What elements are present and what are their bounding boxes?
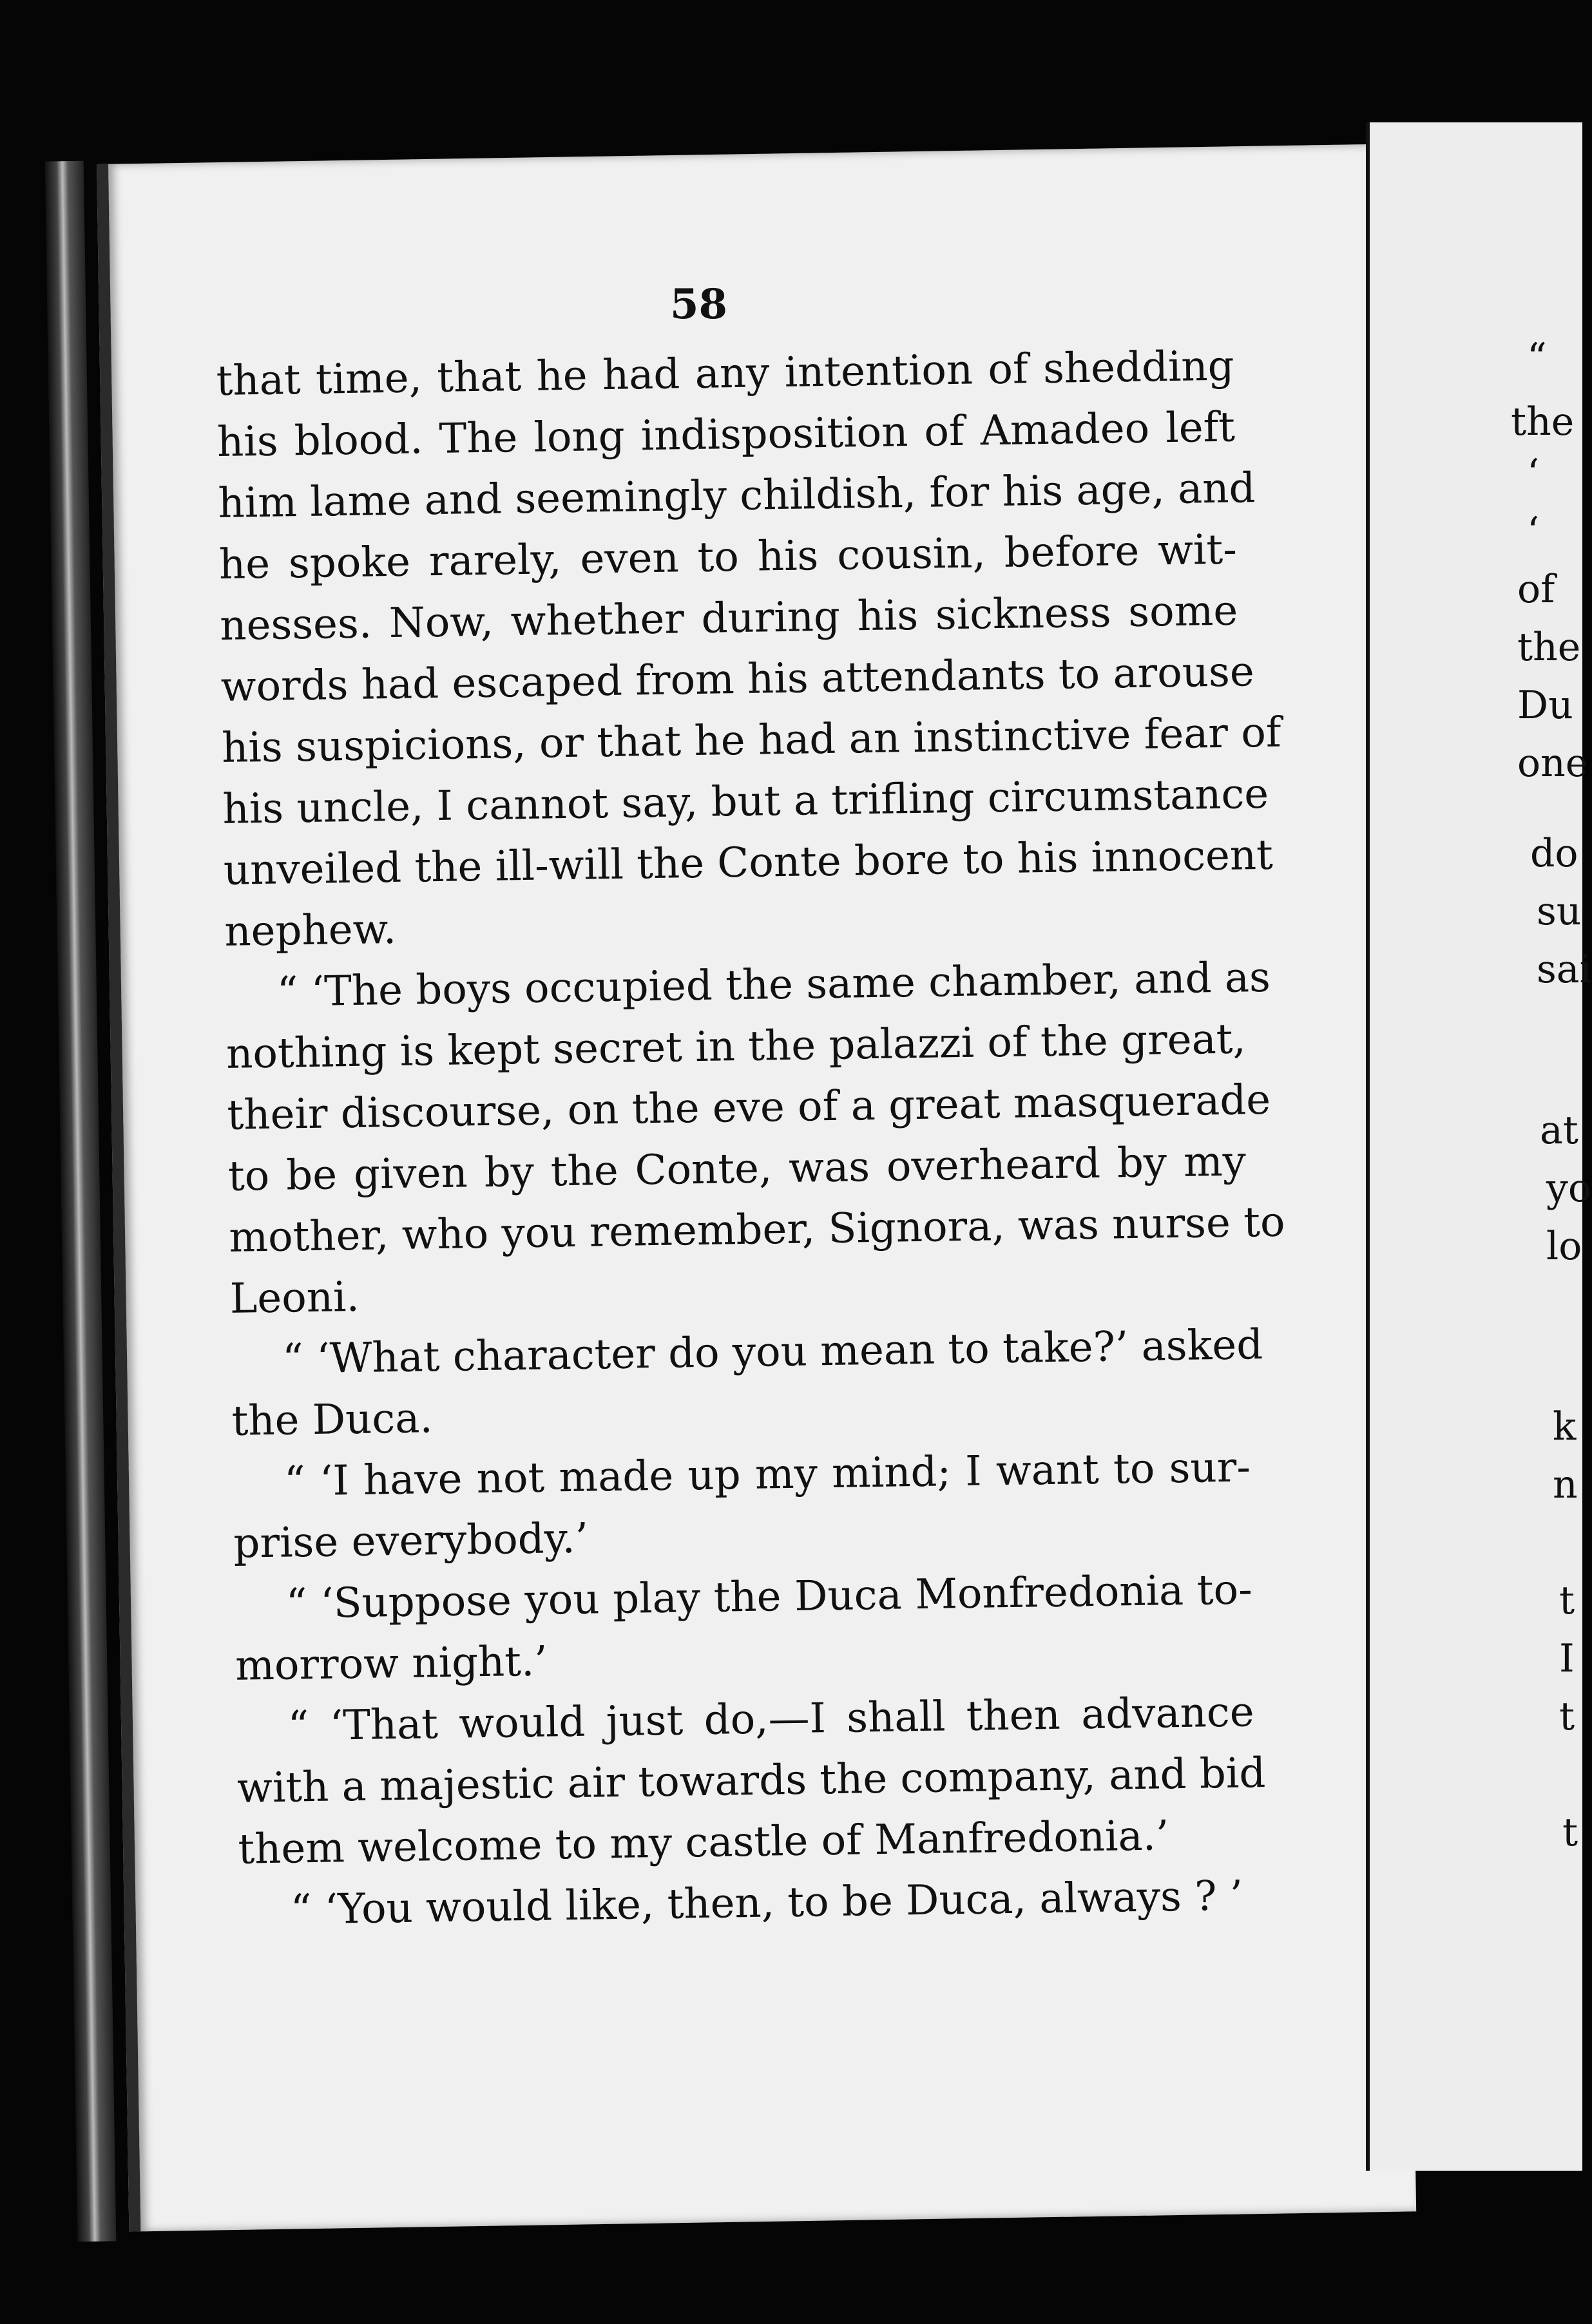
right-page-fragment: lo (1546, 1224, 1582, 1269)
text-line: prise everybody.’ (233, 1514, 589, 1568)
page-number: 58 (670, 280, 728, 329)
right-page-fragment: t (1559, 1578, 1575, 1623)
right-page-fragment: I (1559, 1636, 1575, 1681)
text-line: his uncle, I cannot say, but a trifling circumstance (222, 770, 1269, 833)
right-page-fragment: of (1517, 567, 1555, 612)
right-page-fragment: the (1517, 625, 1581, 670)
right-page-fragment: at (1540, 1108, 1578, 1153)
right-page-fragment: su (1537, 889, 1582, 934)
text-line: “ ‘Suppose you play the Duca Monfredonia to- (285, 1566, 1253, 1628)
text-line: “ ‘I have not made up my mind; I want to sur- (283, 1443, 1251, 1506)
text-line: their discourse, on the eve of a great masquerade (227, 1076, 1271, 1139)
right-page-fragment: n (1553, 1462, 1578, 1507)
right-page-fragment: ‘ (1527, 509, 1540, 554)
text-line: his blood. The long indisposition of Amadeo left (216, 403, 1236, 466)
text-line: words had escaped from his attendants to arouse (220, 648, 1255, 711)
text-line: mother, who you remember, Signora, was nurse to (228, 1198, 1285, 1262)
text-line: with a majestic air towards the company, and bid (236, 1749, 1266, 1813)
right-page-fragment: yo (1546, 1166, 1592, 1211)
text-line: him lame and seemingly childish, for his age, and (217, 464, 1256, 528)
text-line: “ ‘That would just do,—I shall then advance (287, 1688, 1255, 1751)
text-line: “ ‘You would like, then, to be Duca, always ? ’ (290, 1872, 1243, 1934)
right-page-fragment: “ (1527, 335, 1547, 380)
text-line: that time, that he had any intention of shedding (216, 342, 1235, 405)
text-line: Leoni. (229, 1273, 360, 1323)
text-line: unveiled the ill-will the Conte bore to his innocent (223, 831, 1274, 895)
text-line: nephew. (224, 905, 397, 956)
right-page-fragment: the (1511, 399, 1575, 444)
right-page-fragment: do (1530, 831, 1578, 876)
right-page-fragment: ‘ (1527, 451, 1540, 496)
text-line: his suspicions, or that he had an instinctive fear of (221, 709, 1282, 772)
text-line: the Duca. (231, 1395, 434, 1445)
text-line: to be given by the Conte, was overheard by my (227, 1138, 1247, 1201)
text-line: “ ‘What character do you mean to take?’ asked (282, 1321, 1263, 1384)
text-line: he spoke rarely, even to his cousin, before wit- (218, 526, 1238, 589)
right-page-fragment: t (1562, 1810, 1578, 1855)
page-body-text (216, 336, 1285, 1942)
right-page-fragment: k (1553, 1404, 1577, 1449)
text-line: morrow night.’ (235, 1637, 548, 1690)
text-line: them welcome to my castle of Manfredonia.’ (237, 1812, 1169, 1874)
right-page-fragment: t (1559, 1694, 1575, 1739)
text-line: nothing is kept secret in the palazzi of the great, (225, 1015, 1247, 1078)
right-page-fragment: Du (1517, 683, 1573, 728)
right-page-fragment: sai (1537, 947, 1592, 992)
text-line: “ ‘The boys occupied the same chamber, and as (276, 953, 1271, 1016)
right-page-fragment: one (1517, 741, 1589, 786)
text-line: nesses. Now, whether during his sickness some (219, 587, 1238, 650)
